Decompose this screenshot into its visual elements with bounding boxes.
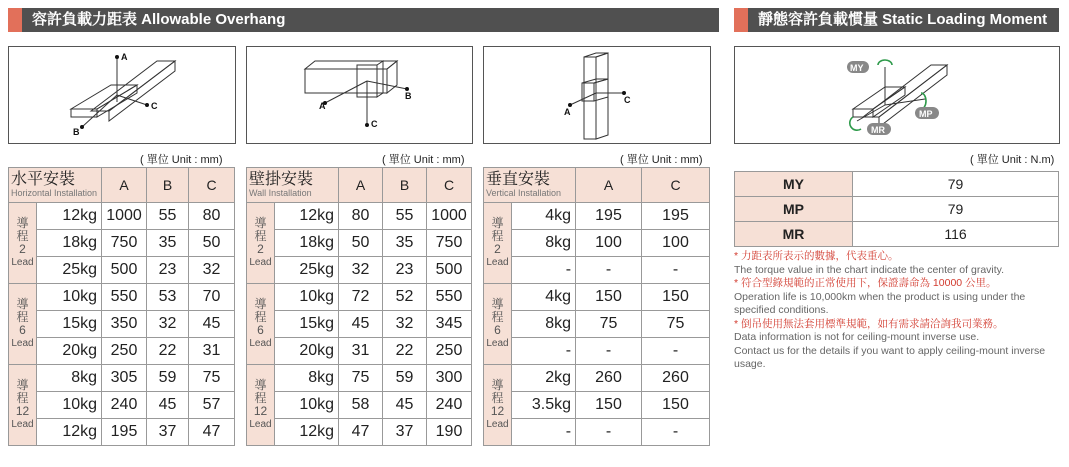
table-row — [484, 311, 710, 338]
horizontal-rail-drawing — [9, 47, 235, 143]
value-cell: 250 — [102, 338, 147, 365]
table-row — [247, 338, 472, 365]
horizontal-installation-diagram — [8, 46, 236, 144]
weight-cell: 8kg — [512, 230, 576, 257]
value-cell: 55 — [383, 203, 427, 230]
value-cell: - — [642, 338, 710, 365]
weight-cell: 12kg — [37, 419, 102, 446]
weight-cell: 15kg — [37, 311, 102, 338]
table-row — [484, 338, 710, 365]
value-cell: 100 — [576, 230, 642, 257]
value-cell: 53 — [147, 284, 189, 311]
installation-name-cell — [247, 168, 339, 203]
weight-cell: 10kg — [37, 392, 102, 419]
value-cell: 195 — [576, 203, 642, 230]
table-row — [484, 392, 710, 419]
header-accent — [734, 8, 748, 32]
lead-char: 導 — [16, 216, 29, 231]
note-line: Operation life is 10,000km when the product is using under the specified conditions. — [734, 290, 1026, 316]
column-header: B — [383, 168, 427, 203]
label-b: B — [405, 91, 412, 101]
value-cell: 250 — [427, 338, 472, 365]
lead-label-en: Lead — [249, 257, 272, 269]
lead-char: 導 — [491, 297, 504, 312]
unit-label-vertical: ( 單位 Unit : mm) — [620, 154, 703, 166]
note-line: * 倒吊使用無法套用標準規範，如有需求請洽詢我司業務。 — [734, 317, 1004, 330]
lead-value: 12 — [490, 403, 505, 418]
value-cell: 75 — [642, 311, 710, 338]
notes-block — [734, 250, 1062, 372]
table-header-row — [484, 168, 710, 203]
value-cell: 150 — [576, 284, 642, 311]
weight-cell: - — [512, 257, 576, 284]
table-row — [247, 392, 472, 419]
lead-value: 12 — [253, 403, 268, 418]
label-my: MY — [850, 63, 864, 73]
value-cell: 350 — [102, 311, 147, 338]
label-c: C — [151, 101, 158, 111]
vertical-overhang-table — [483, 167, 710, 446]
lead-char: 程 — [16, 228, 29, 243]
value-cell: - — [642, 419, 710, 446]
lead-char: 導 — [16, 378, 29, 393]
table-header-row — [9, 168, 235, 203]
wall-rail-drawing — [247, 47, 472, 143]
lead-group-cell — [484, 203, 512, 284]
table-row — [9, 203, 235, 230]
lead-value: 6 — [19, 322, 26, 337]
table-row — [247, 203, 472, 230]
lead-char: 程 — [491, 228, 504, 243]
value-cell: 190 — [427, 419, 472, 446]
weight-cell: - — [512, 338, 576, 365]
moment-rail-drawing — [735, 47, 1059, 143]
value-cell: - — [576, 419, 642, 446]
label-a: A — [121, 52, 128, 62]
value-cell: 150 — [642, 284, 710, 311]
value-cell: 50 — [189, 230, 235, 257]
lead-group-cell — [247, 203, 275, 284]
moment-key: MY — [735, 172, 853, 197]
weight-cell: 2kg — [512, 365, 576, 392]
value-cell: 32 — [339, 257, 383, 284]
unit-label-moment: ( 單位 Unit : N.m) — [970, 154, 1055, 166]
value-cell: - — [576, 257, 642, 284]
value-cell: 240 — [427, 392, 472, 419]
column-header: A — [339, 168, 383, 203]
value-cell: 35 — [147, 230, 189, 257]
table-row — [9, 284, 235, 311]
weight-cell: 12kg — [275, 203, 339, 230]
static-moment-table — [734, 171, 1059, 247]
label-c: C — [371, 119, 378, 129]
label-mp: MP — [919, 109, 933, 119]
lead-label-en: Lead — [11, 257, 34, 269]
label-a: A — [319, 101, 326, 111]
value-cell: 80 — [339, 203, 383, 230]
weight-cell: 25kg — [275, 257, 339, 284]
lead-group-cell — [9, 284, 37, 365]
value-cell: 70 — [189, 284, 235, 311]
lead-char: 導 — [491, 378, 504, 393]
table-row — [735, 172, 1059, 197]
table-row — [9, 311, 235, 338]
weight-cell: 18kg — [275, 230, 339, 257]
unit-label-wall: ( 單位 Unit : mm) — [382, 154, 465, 166]
table-row — [9, 365, 235, 392]
lead-char: 程 — [16, 309, 29, 324]
weight-cell: 20kg — [37, 338, 102, 365]
table-row — [247, 284, 472, 311]
wall-installation-diagram — [246, 46, 473, 144]
table-row — [484, 419, 710, 446]
value-cell: 47 — [189, 419, 235, 446]
weight-cell: 12kg — [37, 203, 102, 230]
value-cell: 240 — [102, 392, 147, 419]
lead-char: 程 — [491, 309, 504, 324]
value-cell: 550 — [427, 284, 472, 311]
installation-name-en: Vertical Installation — [486, 188, 562, 198]
table-row — [9, 257, 235, 284]
note-line: The torque value in the chart indicate the center of gravity. — [734, 263, 1005, 276]
weight-cell: 8kg — [275, 365, 339, 392]
weight-cell: 8kg — [512, 311, 576, 338]
lead-char: 程 — [254, 228, 267, 243]
label-a: A — [564, 107, 571, 117]
table-row — [484, 203, 710, 230]
lead-value: 2 — [494, 241, 501, 256]
note-line: Contact us for the details if you want to apply ceiling-mount inverse usage. — [734, 344, 1046, 370]
value-cell: 75 — [576, 311, 642, 338]
installation-name-cell — [484, 168, 576, 203]
value-cell: 75 — [339, 365, 383, 392]
weight-cell: 15kg — [275, 311, 339, 338]
installation-name-zh: 水平安裝 — [11, 171, 76, 188]
value-cell: 47 — [339, 419, 383, 446]
table-row — [9, 338, 235, 365]
table-header-row — [247, 168, 472, 203]
weight-cell: 12kg — [275, 419, 339, 446]
note-line: * 符合型錄規範的正常使用下，保證壽命為 10000 公里。 — [734, 277, 997, 289]
lead-group-cell — [9, 365, 37, 446]
value-cell: 55 — [147, 203, 189, 230]
value-cell: 305 — [102, 365, 147, 392]
lead-value: 6 — [257, 322, 264, 337]
moment-value: 116 — [853, 222, 1059, 247]
value-cell: 45 — [147, 392, 189, 419]
value-cell: 1000 — [427, 203, 472, 230]
table-row — [484, 230, 710, 257]
note-line: Data information is not for ceiling-mount inverse use. — [734, 331, 980, 343]
value-cell: 75 — [189, 365, 235, 392]
value-cell: 57 — [189, 392, 235, 419]
value-cell: 750 — [102, 230, 147, 257]
value-cell: 260 — [576, 365, 642, 392]
lead-label-en: Lead — [11, 419, 34, 431]
allowable-overhang-title: 容許負載力距表 Allowable Overhang — [32, 11, 286, 28]
value-cell: 23 — [147, 257, 189, 284]
lead-value: 6 — [494, 322, 501, 337]
table-row — [247, 419, 472, 446]
header-accent — [8, 8, 22, 32]
label-c: C — [624, 95, 631, 105]
value-cell: 345 — [427, 311, 472, 338]
value-cell: 100 — [642, 230, 710, 257]
installation-name-en: Horizontal Installation — [11, 188, 98, 198]
weight-cell: 18kg — [37, 230, 102, 257]
value-cell: 35 — [383, 230, 427, 257]
installation-name-en: Wall Installation — [249, 188, 312, 198]
table-row — [9, 392, 235, 419]
column-header: A — [576, 168, 642, 203]
column-header: C — [427, 168, 472, 203]
value-cell: 260 — [642, 365, 710, 392]
vertical-installation-diagram — [483, 46, 711, 144]
value-cell: 500 — [427, 257, 472, 284]
value-cell: 32 — [189, 257, 235, 284]
installation-name-zh: 垂直安裝 — [486, 171, 551, 188]
lead-label-en: Lead — [249, 419, 272, 431]
value-cell: 22 — [383, 338, 427, 365]
value-cell: 22 — [147, 338, 189, 365]
lead-char: 程 — [254, 390, 267, 405]
lead-group-cell — [484, 365, 512, 446]
static-loading-moment-header — [734, 8, 1059, 32]
column-header: C — [642, 168, 710, 203]
lead-char: 導 — [254, 378, 267, 393]
value-cell: 1000 — [102, 203, 147, 230]
lead-group-cell — [484, 284, 512, 365]
label-b: B — [73, 127, 80, 137]
value-cell: 32 — [383, 311, 427, 338]
value-cell: 195 — [102, 419, 147, 446]
value-cell: 150 — [642, 392, 710, 419]
value-cell: 50 — [339, 230, 383, 257]
lead-value: 2 — [257, 241, 264, 256]
weight-cell: 20kg — [275, 338, 339, 365]
value-cell: - — [642, 257, 710, 284]
value-cell: 750 — [427, 230, 472, 257]
unit-label-horizontal: ( 單位 Unit : mm) — [140, 154, 223, 166]
value-cell: 23 — [383, 257, 427, 284]
lead-char: 導 — [254, 297, 267, 312]
installation-name-cell — [9, 168, 102, 203]
lead-value: 2 — [19, 241, 26, 256]
value-cell: 45 — [383, 392, 427, 419]
label-mr: MR — [871, 125, 885, 135]
moment-key: MR — [735, 222, 853, 247]
weight-cell: 25kg — [37, 257, 102, 284]
lead-group-cell — [247, 365, 275, 446]
lead-value: 12 — [15, 403, 30, 418]
value-cell: 37 — [147, 419, 189, 446]
value-cell: 195 — [642, 203, 710, 230]
table-row — [247, 257, 472, 284]
value-cell: 45 — [339, 311, 383, 338]
lead-group-cell — [9, 203, 37, 284]
table-row — [247, 311, 472, 338]
wall-overhang-table — [246, 167, 472, 446]
table-row — [735, 197, 1059, 222]
table-row — [484, 257, 710, 284]
moment-value: 79 — [853, 172, 1059, 197]
allowable-overhang-header — [8, 8, 719, 32]
value-cell: 59 — [147, 365, 189, 392]
value-cell: 52 — [383, 284, 427, 311]
lead-label-en: Lead — [11, 338, 34, 350]
weight-cell: 10kg — [37, 284, 102, 311]
value-cell: 45 — [189, 311, 235, 338]
value-cell: 550 — [102, 284, 147, 311]
table-row — [247, 230, 472, 257]
value-cell: - — [576, 338, 642, 365]
lead-char: 導 — [254, 216, 267, 231]
weight-cell: 4kg — [512, 203, 576, 230]
value-cell: 300 — [427, 365, 472, 392]
lead-char: 導 — [491, 216, 504, 231]
lead-char: 導 — [16, 297, 29, 312]
moment-value: 79 — [853, 197, 1059, 222]
value-cell: 59 — [383, 365, 427, 392]
column-header: C — [189, 168, 235, 203]
lead-char: 程 — [16, 390, 29, 405]
table-row — [735, 222, 1059, 247]
value-cell: 80 — [189, 203, 235, 230]
weight-cell: - — [512, 419, 576, 446]
installation-name-zh: 壁掛安裝 — [249, 171, 314, 188]
weight-cell: 10kg — [275, 392, 339, 419]
weight-cell: 8kg — [37, 365, 102, 392]
lead-label-en: Lead — [486, 338, 509, 350]
lead-group-cell — [247, 284, 275, 365]
note-line: * 力距表所表示的數據，代表重心。 — [734, 250, 899, 262]
table-row — [9, 419, 235, 446]
value-cell: 150 — [576, 392, 642, 419]
vertical-rail-drawing — [484, 47, 710, 143]
table-row — [484, 365, 710, 392]
horizontal-overhang-table — [8, 167, 235, 446]
weight-cell: 4kg — [512, 284, 576, 311]
lead-label-en: Lead — [486, 419, 509, 431]
static-loading-moment-title: 靜態容許負載慣量 Static Loading Moment — [758, 11, 1048, 28]
lead-char: 程 — [491, 390, 504, 405]
lead-label-en: Lead — [486, 257, 509, 269]
table-row — [247, 365, 472, 392]
value-cell: 31 — [189, 338, 235, 365]
static-moment-diagram — [734, 46, 1060, 144]
table-row — [484, 284, 710, 311]
weight-cell: 3.5kg — [512, 392, 576, 419]
value-cell: 72 — [339, 284, 383, 311]
lead-label-en: Lead — [249, 338, 272, 350]
value-cell: 31 — [339, 338, 383, 365]
table-row — [9, 230, 235, 257]
value-cell: 58 — [339, 392, 383, 419]
weight-cell: 10kg — [275, 284, 339, 311]
moment-key: MP — [735, 197, 853, 222]
value-cell: 500 — [102, 257, 147, 284]
column-header: A — [102, 168, 147, 203]
column-header: B — [147, 168, 189, 203]
lead-char: 程 — [254, 309, 267, 324]
value-cell: 32 — [147, 311, 189, 338]
value-cell: 37 — [383, 419, 427, 446]
